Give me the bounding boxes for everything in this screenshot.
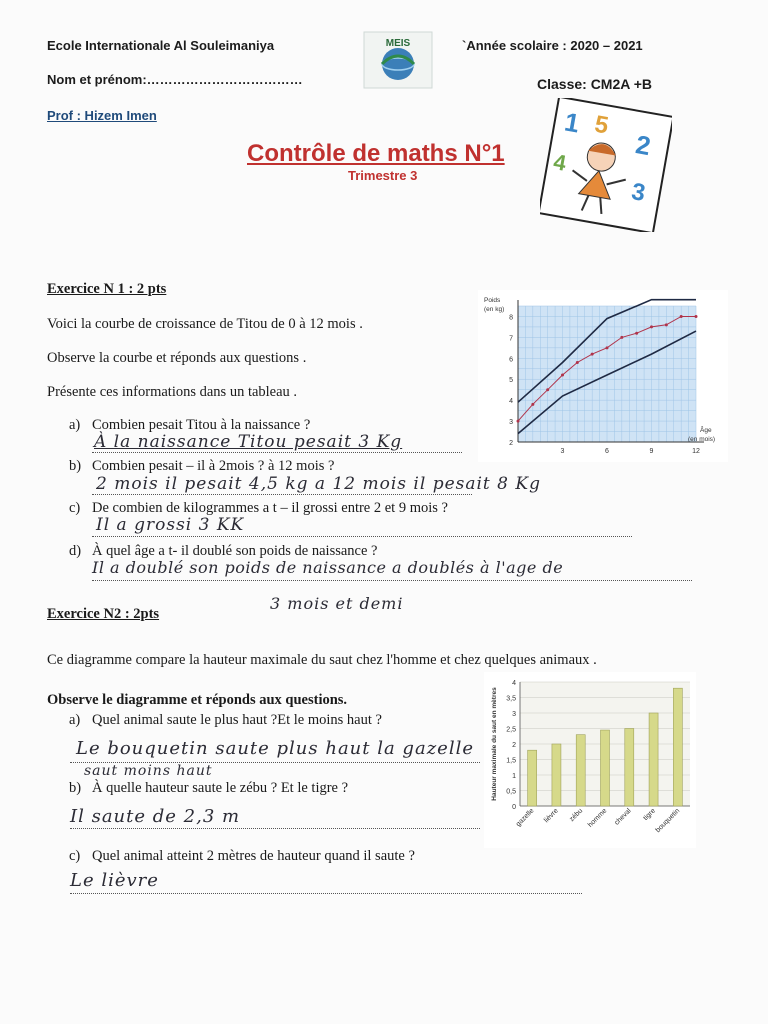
data-point [680, 315, 683, 318]
question-text: Combien pesait Titou à la naissance ? [92, 417, 311, 433]
answer-line [70, 893, 582, 894]
y-axis-label: Hauteur maximale du saut en mètres [491, 687, 498, 801]
data-point [665, 323, 668, 326]
handwritten-answer: À la naissance Titou pesait 3 Kg [94, 432, 403, 452]
y-tick-label: 2,5 [506, 726, 516, 734]
y-tick-label: 5 [509, 377, 513, 385]
y-tick-label: 4 [512, 680, 516, 687]
school-name: Ecole Internationale Al Souleimaniya [47, 38, 275, 53]
school-year: `Année scolaire : 2020 – 2021 [462, 38, 643, 53]
category-label: homme [586, 807, 609, 829]
y-tick-label: 4 [509, 398, 513, 406]
category-label: cheval [613, 807, 633, 827]
y-axis-label-2: (en kg) [484, 306, 505, 313]
x-tick-label: 9 [649, 448, 654, 455]
category-label: lièvre [543, 807, 560, 825]
handwritten-answer-continued: 3 mois et demi [270, 594, 404, 613]
y-tick-label: 2 [509, 440, 513, 447]
y-tick-label: 8 [509, 314, 513, 322]
school-logo [362, 30, 434, 90]
exercise2-heading: Exercice N2 : 2pts [47, 606, 160, 622]
y-tick-label: 1,5 [506, 757, 516, 765]
data-point [531, 403, 534, 406]
exercise1-heading: Exercice N 1 : 2 pts [47, 281, 167, 297]
category-label: bouquetin [654, 807, 682, 835]
question-label: d) [69, 543, 82, 559]
jump-height-chart [484, 672, 696, 848]
exercise2-intro: Ce diagramme compare la hauteur maximale du saut chez l'homme et chez quelques animaux . [47, 652, 597, 668]
x-tick-label: 6 [605, 448, 609, 455]
data-point [546, 388, 549, 391]
data-point [650, 325, 653, 328]
handwritten-answer: Il saute de 2,3 m [70, 806, 241, 827]
question-text: À quelle hauteur saute le zébu ? Et le tigre ? [92, 780, 349, 796]
page-title: Contrôle de maths N°1 [247, 140, 505, 167]
bar [625, 729, 634, 807]
bar [528, 750, 537, 806]
y-axis-label: Poids [484, 297, 501, 304]
y-tick-label: 3 [512, 711, 516, 718]
answer-line [92, 494, 472, 495]
x-tick-label: 12 [692, 448, 700, 455]
question-text: Combien pesait – il à 2mois ? à 12 mois ? [92, 458, 335, 474]
question-label: c) [69, 848, 81, 864]
question-label: a) [69, 712, 81, 728]
y-tick-label: 0 [512, 804, 516, 811]
prof-name: Prof : Hizem Imen [47, 108, 157, 123]
exercise1-instruction: Observe la courbe et réponds aux questions . [47, 350, 307, 366]
handwritten-answer: Le bouquetin saute plus haut la gazelle [76, 738, 474, 759]
svg-text:2: 2 [633, 129, 653, 162]
y-tick-label: 3,5 [506, 695, 516, 703]
x-tick-label: 3 [560, 448, 565, 455]
question-text: Quel animal saute le plus haut ?Et le moins haut ? [92, 712, 382, 728]
exercise1-intro: Voici la courbe de croissance de Titou de 0 à 12 mois . [47, 316, 363, 332]
y-tick-label: 7 [509, 335, 513, 343]
svg-text:1: 1 [562, 106, 582, 139]
svg-text:3: 3 [629, 178, 648, 207]
data-point [517, 420, 520, 423]
svg-text:5: 5 [592, 110, 611, 140]
data-point [591, 353, 594, 356]
question-label: b) [69, 458, 82, 474]
answer-line [92, 580, 692, 581]
answer-line [92, 452, 462, 453]
exercise1-instruction-2: Présente ces informations dans un tableau . [47, 384, 298, 400]
bar [673, 688, 682, 806]
handwritten-answer: Il a grossi 3 KK [96, 515, 245, 535]
data-point [606, 346, 609, 349]
svg-text:4: 4 [551, 149, 569, 176]
logo-text: MEIS [385, 38, 411, 49]
question-text: De combien de kilogrammes a t – il grossi entre 2 et 9 mois ? [92, 500, 448, 516]
girl-with-numbers-illustration [540, 98, 672, 232]
data-point [695, 315, 698, 318]
bar [552, 744, 561, 806]
page-subtitle: Trimestre 3 [348, 168, 418, 183]
bar [601, 730, 610, 806]
data-point [576, 361, 579, 364]
y-tick-label: 3 [509, 419, 513, 427]
exercise2-instruction: Observe le diagramme et réponds aux questions. [47, 692, 348, 708]
category-label: tigre [642, 807, 657, 823]
question-text: À quel âge a t- il doublé son poids de naissance ? [92, 543, 378, 559]
question-text: Quel animal atteint 2 mètres de hauteur quand il saute ? [92, 848, 415, 864]
category-label: gazelle [514, 807, 536, 829]
handwritten-answer: 2 mois il pesait 4,5 kg a 12 mois il pesait 8 Kg [96, 474, 541, 494]
handwritten-answer: Il a doublé son poids de naissance a doublés à l'age de [92, 558, 564, 577]
x-axis-label: Âge [700, 427, 712, 434]
data-point [635, 332, 638, 335]
class-label: Classe: CM2A +B [537, 76, 653, 92]
y-tick-label: 6 [509, 356, 513, 364]
question-label: c) [69, 500, 81, 516]
data-point [561, 374, 564, 377]
bar [576, 735, 585, 806]
answer-line [70, 828, 480, 829]
y-tick-label: 0,5 [506, 788, 516, 796]
question-label: a) [69, 417, 81, 433]
bar [649, 713, 658, 806]
data-point [620, 336, 623, 339]
question-label: b) [69, 780, 82, 796]
answer-line [92, 536, 632, 537]
handwritten-answer-continued: saut moins haut [84, 763, 213, 779]
y-tick-label: 2 [512, 742, 516, 749]
y-tick-label: 1 [512, 773, 516, 780]
handwritten-answer: Le lièvre [70, 870, 159, 891]
category-label: zébu [568, 807, 585, 824]
name-label: Nom et prénom:……………………………… [47, 72, 303, 87]
x-axis-label-2: (en mois) [688, 436, 716, 443]
growth-chart [478, 290, 728, 462]
